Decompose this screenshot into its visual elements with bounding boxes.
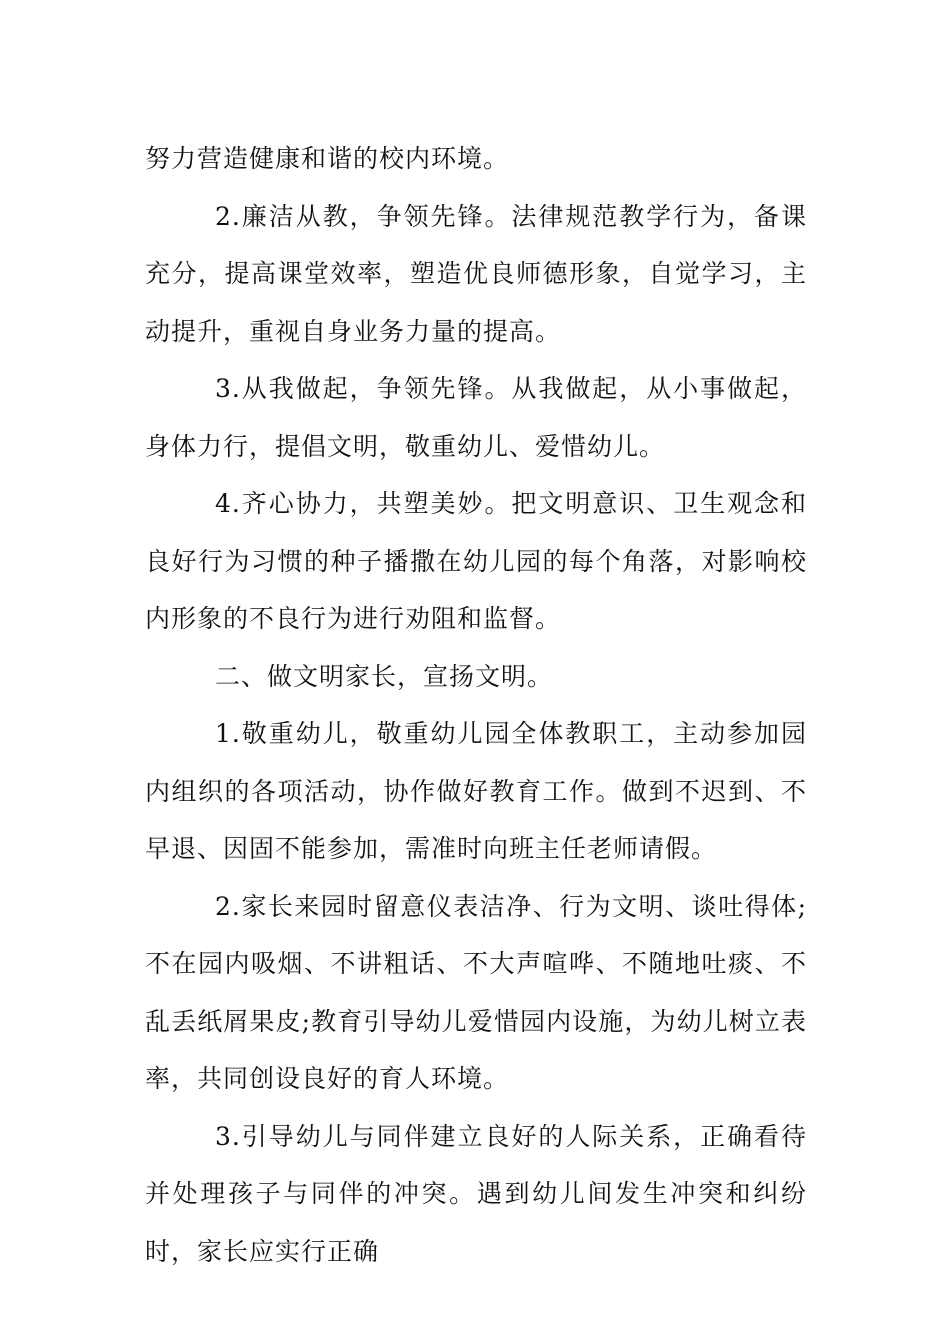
- paragraph-parent-item-3: 3.引导幼儿与同伴建立良好的人际关系，正确看待并处理孩子与同伴的冲突。遇到幼儿间发生冲突和纠纷时，家长应实行正确: [145, 1121, 807, 1266]
- paragraph-parent-item-1: 1.敬重幼儿，敬重幼儿园全体教职工，主动参加园内组织的各项活动，协作做好教育工作。做到不迟到、不早退、因固不能参加，需准时向班主任老师请假。: [145, 719, 807, 863]
- section-heading-civilized-parents: 二、做文明家长，宣扬文明。: [215, 661, 554, 691]
- paragraph-item-4-together: 4.齐心协力，共塑美妙。把文明意识、卫生观念和良好行为习惯的种子播撒在幼儿园的每个角落，对影响校内形象的不良行为进行劝阻和监督。: [145, 489, 807, 633]
- paragraph-item-3-start-from-me: 3.从我做起，争领先锋。从我做起，从小事做起，身体力行，提倡文明，敬重幼儿、爱惜幼儿。: [145, 374, 807, 461]
- paragraph-continuation: 努力营造健康和谐的校内环境。: [145, 144, 510, 173]
- paragraph-item-2-integrity: 2.廉洁从教，争领先锋。法律规范教学行为，备课充分，提高课堂效率，塑造优良师德形象，自觉学习，主动提升，重视自身业务力量的提高。: [145, 201, 807, 346]
- document-body: [145, 130, 807, 1280]
- paragraph-parent-item-2: 2.家长来园时留意仪表洁净、行为文明、谈吐得体;不在园内吸烟、不讲粗话、不大声喧哗、不随地吐痰、不乱丢纸屑果皮;教育引导幼儿爱惜园内设施，为幼儿树立表率，共同创设良好的育人环境。: [145, 891, 807, 1093]
